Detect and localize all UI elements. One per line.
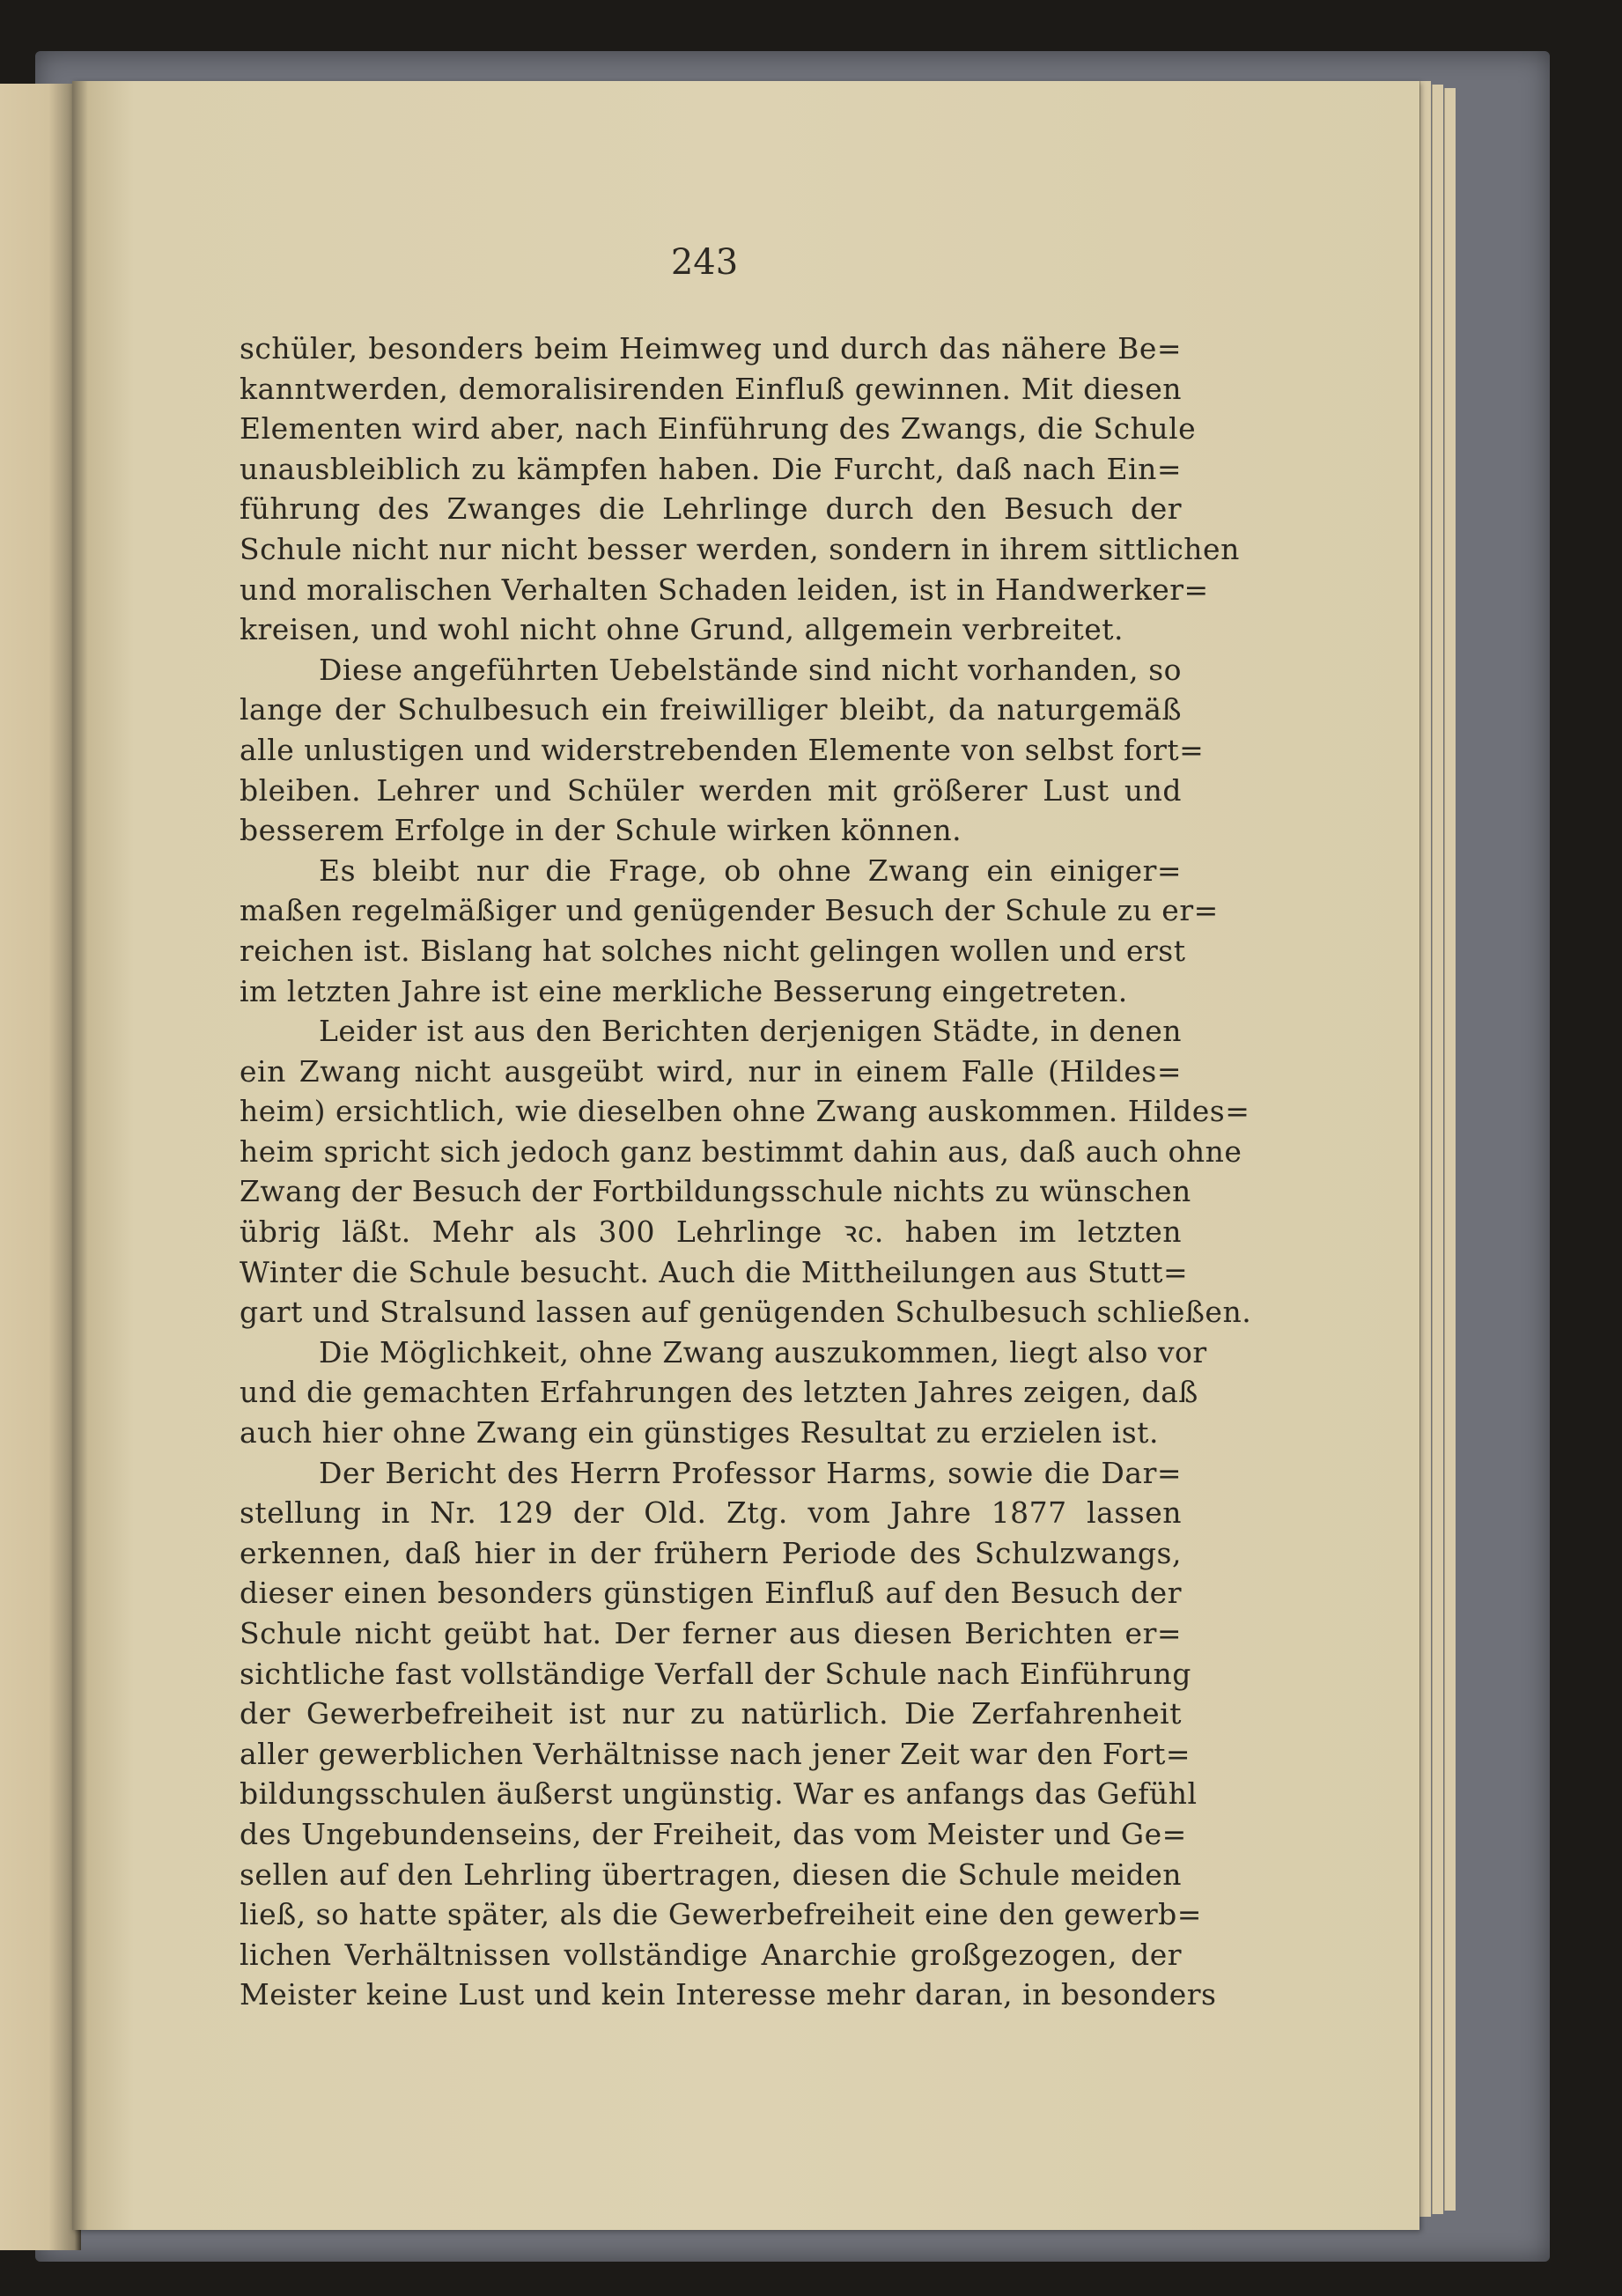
text-line: lichen Verhältnissen vollständige Anarchie großgezogen, der — [240, 1937, 1182, 1972]
page-number: 243 — [670, 242, 739, 283]
text-line: Es bleibt nur die Frage, ob ohne Zwang ein einiger= — [319, 853, 1182, 888]
text-line: Der Bericht des Herrn Professor Harms, sowie die Dar= — [319, 1455, 1182, 1490]
text-line: des Ungebundenseins, der Freiheit, das vom Meister und Ge= — [240, 1816, 1187, 1851]
text-line: führung des Zwanges die Lehrlinge durch den Besuch der — [240, 491, 1182, 527]
body-text — [240, 329, 1252, 2015]
page-block-edge — [1432, 85, 1443, 2214]
text-line: lange der Schulbesuch ein freiwilliger bleibt, da naturgemäß — [240, 692, 1182, 727]
text-line: und die gemachten Erfahrungen des letzten Jahres zeigen, daß — [240, 1375, 1198, 1410]
text-line: maßen regelmäßiger und genügender Besuch der Schule zu er= — [240, 893, 1219, 928]
text-line: Schule nicht nur nicht besser werden, sondern in ihrem sittlichen — [240, 531, 1240, 566]
text-line: Meister keine Lust und kein Interesse mehr daran, in besonders — [240, 1977, 1217, 2012]
text-line: übrig läßt. Mehr als 300 Lehrlinge ꝛc. haben im letzten — [240, 1214, 1182, 1250]
text-line: bleiben. Lehrer und Schüler werden mit größerer Lust und — [240, 772, 1182, 808]
text-line: auch hier ohne Zwang ein günstiges Resultat zu erzielen ist. — [240, 1415, 1159, 1451]
text-line: alle unlustigen und widerstrebenden Elemente von selbst fort= — [240, 732, 1205, 767]
page-block-edge — [1419, 81, 1431, 2217]
text-line: besserem Erfolge in der Schule wirken können. — [240, 813, 962, 848]
text-line: und moralischen Verhalten Schaden leiden, ist in Handwerker= — [240, 572, 1209, 607]
text-line: heim) ersichtlich, wie dieselben ohne Zwang auskommen. Hildes= — [240, 1094, 1250, 1129]
page-block-edge — [1444, 88, 1456, 2211]
text-line: ließ, so hatte später, als die Gewerbefreiheit eine den gewerb= — [240, 1897, 1202, 1932]
text-line: sichtliche fast vollständige Verfall der Schule nach Einführung — [240, 1656, 1191, 1691]
text-line: kreisen, und wohl nicht ohne Grund, allgemein verbreitet. — [240, 612, 1124, 647]
text-line: im letzten Jahre ist eine merkliche Besserung eingetreten. — [240, 973, 1128, 1008]
text-line: kanntwerden, demoralisirenden Einfluß gewinnen. Mit diesen — [240, 371, 1182, 406]
text-line: gart und Stralsund lassen auf genügenden Schulbesuch schließen. — [240, 1295, 1252, 1330]
text-line: der Gewerbefreiheit ist nur zu natürlich. Die Zerfahrenheit — [240, 1696, 1182, 1731]
text-line: Elementen wird aber, nach Einführung des Zwangs, die Schule — [240, 411, 1197, 447]
text-line: reichen ist. Bislang hat solches nicht gelingen wollen und erst — [240, 933, 1186, 968]
text-line: Die Möglichkeit, ohne Zwang auszukommen, liegt also vor — [319, 1334, 1207, 1369]
text-line: Winter die Schule besucht. Auch die Mittheilungen aus Stutt= — [240, 1254, 1189, 1289]
text-line: Leider ist aus den Berichten derjenigen Städte, in denen — [319, 1014, 1182, 1049]
text-line: schüler, besonders beim Heimweg und durch das nähere Be= — [240, 331, 1182, 365]
text-line: aller gewerblichen Verhältnisse nach jener Zeit war den Fort= — [240, 1736, 1191, 1771]
text-line: stellung in Nr. 129 der Old. Ztg. vom Jahre 1877 lassen — [240, 1495, 1182, 1531]
text-line: Diese angeführten Uebelstände sind nicht vorhanden, so — [319, 652, 1182, 687]
text-line: Zwang der Besuch der Fortbildungsschule nichts zu wünschen — [240, 1174, 1191, 1209]
text-line: dieser einen besonders günstigen Einfluß auf den Besuch der — [240, 1576, 1182, 1611]
text-line: sellen auf den Lehrling übertragen, diesen die Schule meiden — [240, 1857, 1182, 1892]
text-line: bildungsschulen äußerst ungünstig. War es anfangs das Gefühl — [240, 1776, 1198, 1812]
text-line: erkennen, daß hier in der frühern Periode des Schulzwangs, — [240, 1535, 1182, 1570]
text-line: heim spricht sich jedoch ganz bestimmt dahin aus, daß auch ohne — [240, 1133, 1242, 1169]
left-page-edge — [0, 84, 81, 2250]
text-line: ein Zwang nicht ausgeübt wird, nur in einem Falle (Hildes= — [240, 1053, 1182, 1089]
text-line: unausbleiblich zu kämpfen haben. Die Furcht, daß nach Ein= — [240, 451, 1182, 486]
text-line: Schule nicht geübt hat. Der ferner aus diesen Berichten er= — [240, 1616, 1182, 1650]
